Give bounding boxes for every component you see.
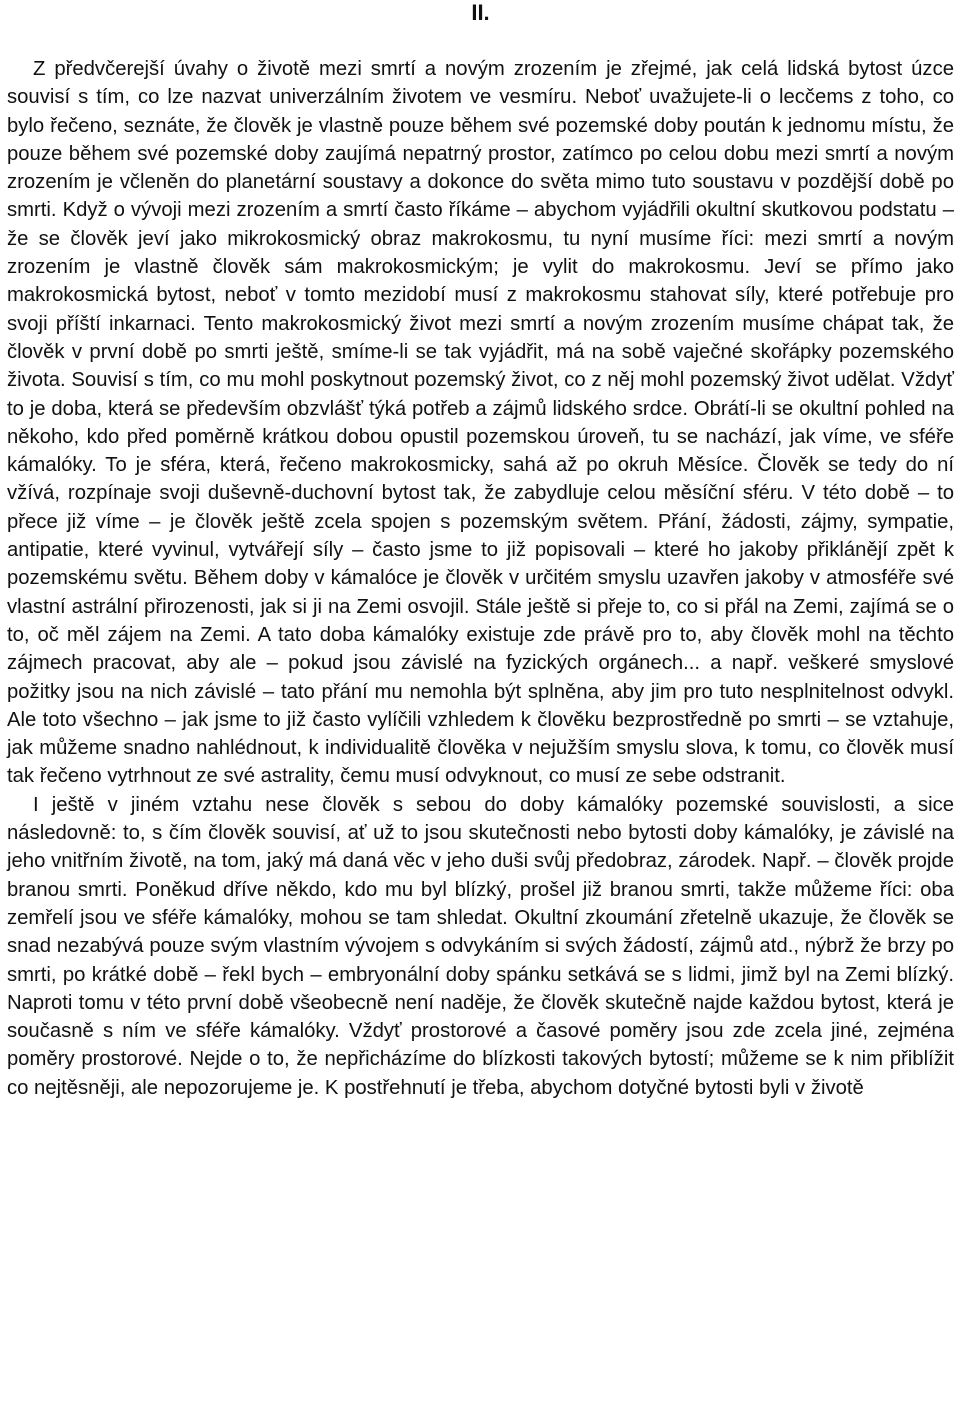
chapter-heading: II. — [471, 0, 490, 25]
paragraph-2: I ještě v jiném vztahu nese člověk s sebou do doby kámalóky pozemské souvislosti, a sice následovně: to, s čím člověk souvisí, ať už to jsou skutečnosti nebo bytosti doby kámalóky, je závislé na jeho vnitřním životě, na tom, jaký má daná věc v jeho duši svůj předobraz, zárodek. Např. – člověk projde branou smrti. Poněkud dříve někdo, kdo mu byl blízký, prošel již branou smrti, takže můžeme říci: oba zemřelí jsou ve sféře kámalóky, mohou se tam shledat. Okultní zkoumání zřetelně ukazuje, že člověk se snad nezabývá pouze svým vlastním vývojem s odvykáním si svých žádostí, zájmů atd., nýbrž že brzy po smrti, po krátké době – řekl bych – embryonální doby spánku setkává se s lidmi, jimž byl na Zemi blízký. Naproti tomu v této první době všeobecně není naděje, že člověk skutečně najde každou bytost, která je současně s ním ve sféře kámalóky. Vždyť prostorové a časové poměry jsou zde zcela jiné, zejména poměry prostorové. Nejde o to, že nepřicházíme do blízkosti takových bytostí; můžeme se k nim přiblížit co nejtěsněji, ale nepozorujeme je. K postřehnutí je třeba, abychom dotyčné bytosti byli v životě — [7, 793, 954, 1099]
body-text — [7, 55, 954, 1102]
paragraph-1: Z předvčerejší úvahy o životě mezi smrtí a novým zrozením je zřejmé, jak celá lidská bytost úzce souvisí s tím, co lze nazvat univerzálním životem ve vesmíru. Neboť uvažujete-li o lecčems z toho, co bylo řečeno, seznáte, že člověk je vlastně pouze během své pozemské doby poután k jednomu místu, že pouze během své pozemské doby zaujímá nepatrný prostor, zatímco po celou dobu mezi smrtí a novým zrozením je včleněn do planetární soustavy a dokonce do světa mimo tuto soustavu v pozdější době po smrti. Když o vývoji mezi zrozením a smrtí často říkáme – abychom vyjádřili okultní skutkovou podstatu – že se člověk jeví jako mikrokosmický obraz makrokosmu, tu nyní musíme říci: mezi smrtí a novým zrozením je vlastně člověk sám makrokosmickým; je vylit do makrokosmu. Jeví se přímo jako makrokosmická bytost, neboť v tomto mezidobí musí z makrokosmu stahovat síly, které potřebuje pro svoji příští inkarnaci. Tento makrokosmický život mezi smrtí a novým zrozením musíme chápat tak, že člověk v první době po smrti ještě, smíme-li se tak vyjádřit, má na sobě vaječné skořápky pozemského života. Souvisí s tím, co mu mohl poskytnout pozemský život, co z něj mohl pozemský život udělat. Vždyť to je doba, která se především obzvlášť týká potřeb a zájmů lidského srdce. Obrátí-li se okultní pohled na někoho, kdo před poměrně krátkou dobou opustil pozemskou úroveň, tu se nachází, jak víme, ve sféře kámalóky. To je sféra, která, řečeno makrokosmicky, sahá až po okruh Měsíce. Člověk se tedy do ní vžívá, rozpínaje svoji duševně-duchovní bytost tak, že zabydluje celou měsíční sféru. V této době – to přece již víme – je člověk ještě zcela spojen s pozemským světem. Přání, žádosti, zájmy, sympatie, antipatie, které vyvinul, vytvářejí síly – často jsme to již popisovali – které ho jakoby přiklánějí zpět k pozemskému světu. Během doby v kámalóce je člověk v určitém smyslu uzavřen jakoby v atmosféře své vlastní astrální přirozenosti, jak si ji na Zemi osvojil. Stále ještě si přeje to, co si přál na Zemi, zajímá se o to, oč měl zájem na Zemi. A tato doba kámalóky existuje zde právě pro to, aby člověk mohl na těchto zájmech pracovat, aby ale – pokud jsou závislé na fyzických orgánech... a např. veškeré smyslové požitky jsou na nich závislé – tato přání mu nemohla být splněna, aby jim pro tuto nesplnitelnost odvykl. Ale toto všechno – jak jsme to již často vylíčili vzhledem k člověku bezprostředně po smrti – se vztahuje, jak můžeme snadno nahlédnout, k individualitě člověka v nejužším smyslu slova, k tomu, co člověk musí tak řečeno vytrhnout ze své astrality, čemu musí odvyknout, co musí ze sebe odstranit. — [7, 58, 954, 788]
